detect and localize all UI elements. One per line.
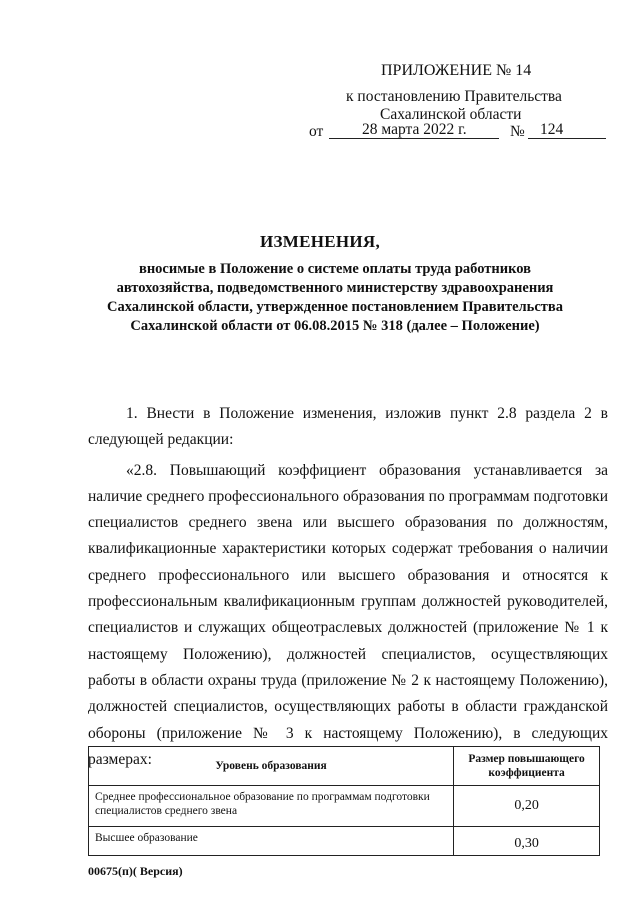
table-cell-level: Высшее образование [89, 827, 454, 856]
document-footer-code: 00675(п)( Версия) [88, 864, 183, 878]
header-line-1: к постановлению Правительства [346, 88, 562, 105]
subtitle-line: Сахалинской области, утвержденное постановлением Правительства [107, 299, 563, 315]
appendix-title: ПРИЛОЖЕНИЕ № 14 [381, 62, 532, 79]
decree-number: 124 [540, 121, 564, 138]
header-line-2: Сахалинской области [380, 106, 522, 123]
document-body [88, 401, 608, 773]
from-label: от [309, 123, 324, 140]
table-header-level: Уровень образования [89, 747, 454, 786]
subtitle-line: Сахалинской области от 06.08.2015 № 318 (далее – Положение) [130, 318, 540, 334]
table-row [89, 786, 600, 827]
number-label: № [510, 123, 525, 140]
subtitle-line: автохозяйства, подведомственного министерству здравоохранения [116, 280, 554, 296]
document-title: ИЗМЕНЕНИЯ, [259, 232, 381, 251]
table-cell-coefficient: 0,20 [454, 786, 600, 827]
coefficient-table [88, 746, 600, 856]
table-header-coefficient: Размер повышающего коэффициента [454, 747, 600, 786]
paragraph-1: 1. Внести в Положение изменения, изложив пункт 2.8 раздела 2 в следующей редакции: [88, 405, 608, 449]
table-cell-coefficient: 0,30 [454, 827, 600, 856]
decree-date: 28 марта 2022 г. [362, 121, 467, 138]
document-subtitle [80, 260, 590, 336]
table-header-row [89, 747, 600, 786]
table-row [89, 827, 600, 856]
subtitle-line: вносимые в Положение о системе оплаты труда работников [139, 261, 531, 277]
paragraph-2: «2.8. Повышающий коэффициент образования устанавливается за наличие среднего профессионального образования по программам подготовки специалистов среднего звена или высшего образования по должностям, квалификационные характеристики которых содержат требования о наличии среднего профессионального или высшего образования и относятся к профессиональным квалификационным группам должностей руководителей, специалистов и служащих общеотраслевых должностей (приложение № 1 к настоящему Положению), должностей специалистов, осуществляющих работы в области охраны труда (приложение № 2 к настоящему Положению), должностей специалистов, осуществляющих работы в области гражданской обороны (приложение № 3 к настоящему Положению), в следующих размерах: [88, 461, 608, 768]
table-cell-level: Среднее профессиональное образование по программам подготовки специалистов среднего звена [89, 786, 454, 827]
